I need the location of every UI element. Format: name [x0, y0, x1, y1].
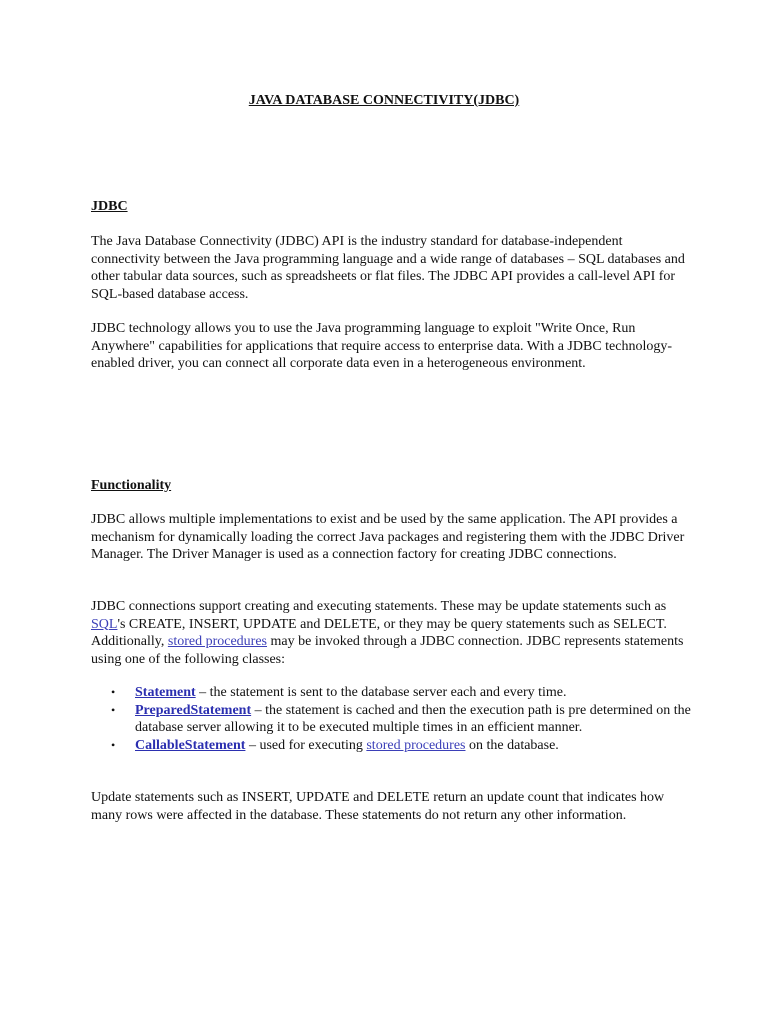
para2-text-1: JDBC connections support creating and executing statements. These may be update statements such as	[91, 599, 667, 614]
bullet-icon: •	[111, 702, 116, 717]
functionality-paragraph-2	[91, 598, 691, 668]
heading-jdbc: JDBC	[91, 199, 128, 214]
functionality-paragraph-1: JDBC allows multiple implementations to exist and be used by the same application. The API provides a mechanism for dynamically loading the correct Java packages and registering them with the JDBC Driver Manager. The Driver Manager is used as a connection factory for creating JDBC connections.	[91, 512, 685, 562]
document-title: JAVA DATABASE CONNECTIVITY(JDBC)	[248, 93, 520, 108]
callablestatement-link[interactable]: CallableStatement	[135, 737, 246, 753]
list-item-statement	[91, 684, 691, 702]
para2-text-2: 's CREATE, INSERT, UPDATE and DELETE, or they may be query statements such as SELECT. Additionally,	[91, 616, 667, 649]
statement-classes-list	[91, 684, 691, 754]
callablestatement-desc: – used for executing	[245, 737, 367, 753]
jdbc-paragraph-1: The Java Database Connectivity (JDBC) API is the industry standard for database-independent connectivity between the Java programming language and a wide range of databases – SQL databases and other tabular data sources, such as spreadsheets or flat files. The JDBC API provides a call-level API for SQL-based database access.	[91, 234, 685, 302]
preparedstatement-link[interactable]: PreparedStatement	[135, 702, 252, 718]
sql-link[interactable]: SQL	[91, 616, 118, 632]
para2-text-3: may be invoked through a JDBC connection. JDBC represents statements using one of the following classes:	[91, 634, 684, 667]
callablestatement-tail: on the database.	[465, 737, 559, 753]
heading-functionality: Functionality	[91, 478, 172, 493]
callable-stored-procedures-link[interactable]: stored procedures	[366, 737, 466, 753]
bullet-icon: •	[111, 685, 116, 699]
statement-link[interactable]: Statement	[135, 685, 196, 700]
list-item-callablestatement	[91, 737, 691, 755]
jdbc-paragraph-2: JDBC technology allows you to use the Java programming language to exploit "Write Once, Run Anywhere" capabilities for applications that require access to enterprise data. With a JDBC technology-enabled driver, you can connect all corporate data even in a heterogeneous environment.	[91, 321, 673, 371]
list-item-preparedstatement	[91, 702, 691, 737]
preparedstatement-desc: – the statement is cached and then the execution path is pre determined on the database server allowing it to be executed multiple times in an efficient manner.	[135, 702, 691, 735]
functionality-paragraph-3: Update statements such as INSERT, UPDATE and DELETE return an update count that indicates how many rows were affected in the database. These statements do not return any other information.	[91, 790, 665, 823]
statement-desc: – the statement is sent to the database server each and every time.	[195, 685, 567, 700]
bullet-icon: •	[111, 737, 116, 752]
stored-procedures-link[interactable]: stored procedures	[167, 634, 268, 649]
